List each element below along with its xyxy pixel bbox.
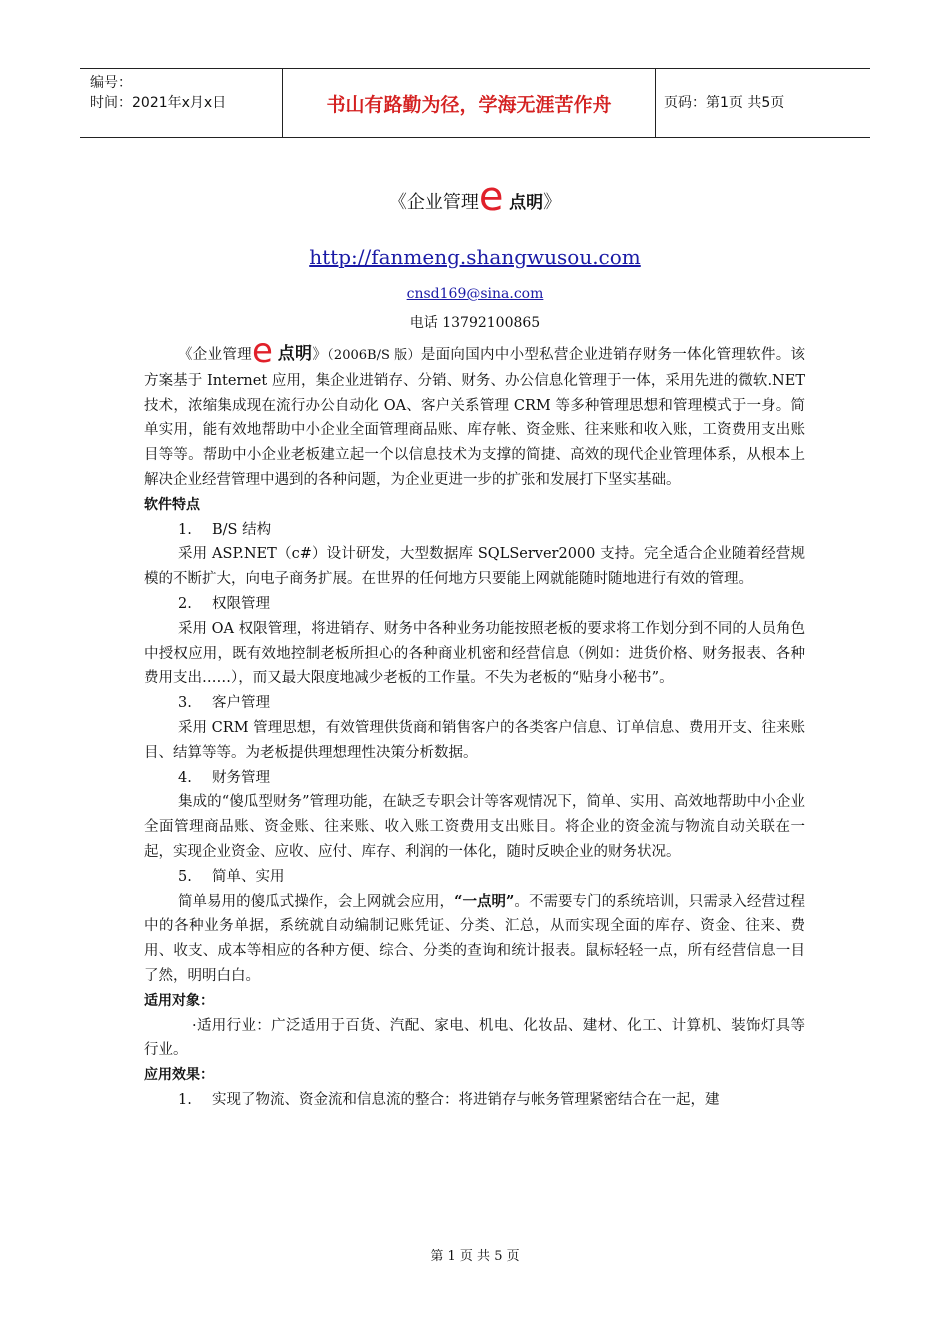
feature-title-text: 权限管理 xyxy=(212,595,270,612)
feature-text xyxy=(144,890,805,989)
intro-version: （2006B/S 版） xyxy=(327,348,421,363)
feature-number: 3. xyxy=(178,695,192,712)
intro-paragraph xyxy=(144,331,806,493)
feature-text-a: 简单易用的傻瓜式操作，会上网就会应用， xyxy=(178,893,455,910)
effect-item xyxy=(144,1088,805,1113)
feature-text-b: 。不需要专门的系统培训，只需录入经营过程中的各种业务单据，系统就自动编制记账凭证、分类、汇总，从而实现全面的库存、资金、往来、费用、收支、成本等相应的各种方便、综合、分类的查询和统计报表。鼠标轻轻一点，所有经营信息一目了然，明明白白。 xyxy=(144,893,805,984)
feature-text: 采用 OA 权限管理，将进销存、财务中各种业务功能按照老板的要求将工作划分到不同的人员角色中授权应用，既有效地控制老板所担心的各种商业机密和经营信息（例如：进货价格、财务报表、各种费用支出……），而又最大限度地减少老板的工作量。不失为老板的“贴身小秘书”。 xyxy=(144,620,805,687)
feature-title xyxy=(144,592,805,617)
targets-text: ·适用行业：广泛适用于百货、汽配、家电、机电、化妆品、建材、化工、计算机、装饰灯具等行业。 xyxy=(144,1017,805,1059)
feature-number: 5. xyxy=(178,868,192,885)
feature-title xyxy=(144,865,805,890)
document-body xyxy=(144,331,806,1113)
effect-number: 1. xyxy=(178,1091,192,1108)
website-link[interactable]: http://fanmeng.shangwusou.com xyxy=(309,245,641,269)
feature-number: 1. xyxy=(178,521,192,538)
feature-title-text: B/S 结构 xyxy=(212,521,272,538)
number-label: 编号： xyxy=(90,75,132,91)
feature-text: 集成的“傻瓜型财务”管理功能，在缺乏专职会计等客观情况下，简单、实用、高效地帮助中小企业全面管理商品账、资金账、往来账、收入账工资费用支出账目。将企业的资金流与物流自动关联在一起，实现企业资金、应收、应付、库存、利润的一体化，随时反映企业的财务状况。 xyxy=(144,794,805,860)
feature-text: 采用 CRM 管理思想，有效管理供货商和销售客户的各类客户信息、订单信息、费用开支、往来账目、结算等等。为老板提供理想理性决策分析数据。 xyxy=(144,719,805,761)
title-bold: 点明 xyxy=(509,193,544,213)
title-close: 》 xyxy=(543,192,562,213)
header-motto: 书山有路勤为径，学海无涯苦作舟 xyxy=(282,69,656,137)
document-title xyxy=(0,174,950,220)
targets-heading: 适用对象： xyxy=(144,992,214,1009)
effect-text: 实现了物流、资金流和信息流的整合：将进销存与帐务管理紧密结合在一起，建 xyxy=(212,1091,720,1108)
document-header xyxy=(80,68,870,138)
feature-title-text: 简单、实用 xyxy=(212,868,285,885)
feature-title-text: 财务管理 xyxy=(212,769,270,786)
header-meta xyxy=(80,69,282,137)
title-e-logo: e xyxy=(478,174,504,220)
effects-heading: 应用效果： xyxy=(144,1067,214,1084)
time-label: 时间：2021年x月x日 xyxy=(90,95,227,111)
intro-bold: 点明 xyxy=(277,344,313,364)
feature-title xyxy=(144,766,805,791)
header-page-info: 页码：第1页 共5页 xyxy=(664,95,785,111)
feature-number: 4. xyxy=(178,769,192,786)
intro-e-logo: e xyxy=(251,331,273,371)
page-footer: 第 1 页 共 5 页 xyxy=(430,1249,520,1264)
intro-close: 》 xyxy=(312,347,328,363)
title-open: 《企业管理 xyxy=(388,192,479,213)
feature-text-bold: “一点明” xyxy=(454,892,515,910)
intro-text: 是面向国内中小型私营企业进销存财务一体化管理软件。该方案基于 Internet 应用，集企业进销存、分销、财务、办公信息化管理于一体，采用先进的微软.NET 技术，浓缩集成现在流行办公自动化 OA、客户关系管理 CRM 等多种管理思想和管理模式于一身。简单实用，能有效地帮助中小企业全面管理商品账、库存帐、资金账、往来账和收入账，工资费用支出账目等等。帮助中小企业老板建立起一个以信息技术为支撑的简捷、高效的现代企业管理体系，从根本上解决企业经营管理中遇到的各种问题，为企业更进一步的扩张和发展打下坚实基础。 xyxy=(144,347,806,488)
email-link[interactable]: cnsd169@sina.com xyxy=(406,286,544,302)
feature-text: 采用 ASP.NET（c#）设计研发，大型数据库 SQLServer2000 支持。完全适合企业随着经营规模的不断扩大，向电子商务扩展。在世界的任何地方只要能上网就能随时随地进行有效的管理。 xyxy=(144,546,805,588)
feature-number: 2. xyxy=(178,595,192,612)
intro-open: 《企业管理 xyxy=(178,347,252,363)
features-heading: 软件特点 xyxy=(144,496,200,513)
feature-title xyxy=(144,518,805,543)
feature-title-text: 客户管理 xyxy=(212,695,270,712)
phone-number: 电话 13792100865 xyxy=(409,315,541,331)
feature-title xyxy=(144,691,805,716)
